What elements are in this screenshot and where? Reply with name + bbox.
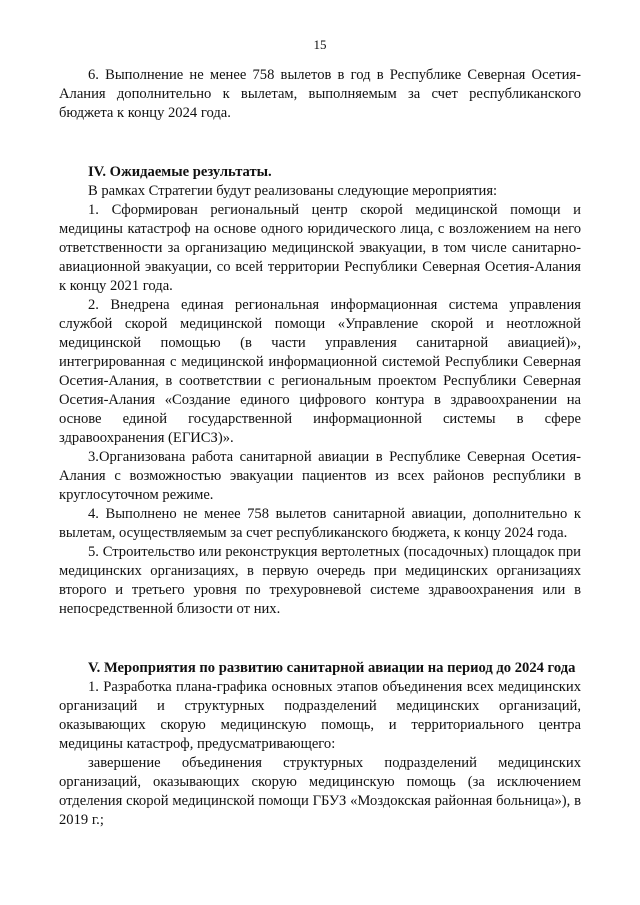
spacer	[59, 619, 581, 659]
spacer	[59, 123, 581, 163]
section-4-lead: В рамках Стратегии будут реализованы следующие мероприятия:	[88, 183, 498, 199]
page-number: 15	[313, 37, 327, 52]
document-body	[59, 66, 581, 830]
section-4-item-1: 1. Сформирован региональный центр скорой медицинской помощи и медицины катастроф на основе одного юридического лица, с возложением на него ответственности за организацию медицинской эвакуации, в том числе санитарно-авиационной эвакуации, со всей территории Республики Северная Осетия-Алания к концу 2021 года.	[59, 202, 581, 294]
section-5-item-1: 1. Разработка плана-графика основных этапов объединения всех медицинских организаций и структурных подразделений медицинских организаций, оказывающих скорую медицинскую помощь, и территориального центра медицины катастроф, предусматривающего:	[59, 679, 581, 752]
section-4-item-4: 4. Выполнено не менее 758 вылетов санитарной авиации, дополнительно к вылетам, осуществляемым за счет республиканского бюджета, к концу 2024 года.	[59, 506, 581, 541]
section-4-item-2: 2. Внедрена единая региональная информационная система управления службой скорой медицинской помощи «Управление скорой и неотложной медицинской помощью (в части управления санитарной авиацией)», интегрированная с медицинской информационной системой Республики Северная Осетия-Алания, в соответствии с региональным проектом Республики Северная Осетия-Алания «Создание единого цифрового контура в здравоохранении на основе единой государственной информационной системы в сфере здравоохранения (ЕГИСЗ)».	[59, 297, 581, 446]
section-4-heading: IV. Ожидаемые результаты.	[88, 164, 272, 180]
section-4-item-5: 5. Строительство или реконструкция вертолетных (посадочных) площадок при медицинских организациях, в первую очередь при медицинских организациях второго и третьего уровня по трехуровневой системе здравоохранения или в непосредственной близости от них.	[59, 544, 581, 617]
section-5-heading: V. Мероприятия по развитию санитарной авиации на период до 2024 года	[88, 660, 576, 676]
section-4-item-3: 3.Организована работа санитарной авиации в Республике Северная Осетия-Алания с возможностью эвакуации пациентов из всех районов республики в круглосуточном режиме.	[59, 449, 581, 503]
paragraph-item-6: 6. Выполнение не менее 758 вылетов в год в Республике Северная Осетия-Алания дополнительно к вылетам, выполняемым за счет республиканского бюджета к концу 2024 года.	[59, 67, 581, 121]
section-5-item-2: завершение объединения структурных подразделений медицинских организаций, оказывающих скорую медицинскую помощь (за исключением отделения скорой медицинской помощи ГБУЗ «Моздокская районная больница»), в 2019 г.;	[59, 755, 581, 828]
